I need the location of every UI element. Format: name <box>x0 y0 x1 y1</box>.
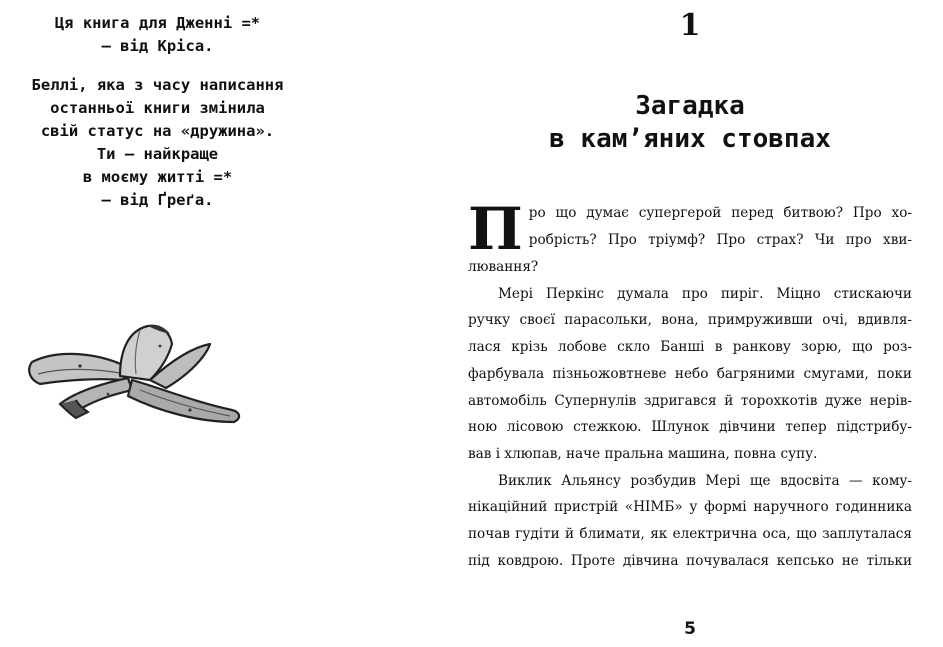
text-line: робрість? Про тріумф? Про страх? Чи про хви- <box>528 231 912 248</box>
text-line: Мері Перкінс думала про пиріг. Міцно стискаючи <box>498 285 912 302</box>
dedication-line: в моєму житті =* <box>82 168 233 186</box>
text-line: фарбувала пізньожовтневе небо багряними смугами, поки <box>468 365 912 382</box>
text-line: лювання? <box>468 259 539 275</box>
text-line: ручку своєї парасольки, вона, примруживши очі, вдивля- <box>468 312 912 329</box>
dedication-line: Беллі, яка з часу написання <box>31 76 284 94</box>
text-line: ною лісовою стежкою. Шлунок дівчини тепер підстрибу- <box>468 419 912 436</box>
dedication-chris <box>0 12 315 58</box>
text-line: лася крізь лобове скло Банші в ранкову зорю, що роз- <box>468 339 912 356</box>
paragraph-2 <box>468 281 912 468</box>
chapter-body <box>468 195 912 574</box>
dedication-greg <box>0 74 315 212</box>
text-line: нікаційний пристрій «НІМБ» у формі наручного годинника <box>468 499 912 516</box>
text-line: під ковдрою. Проте дівчина почувалася кепсько не тільки <box>468 552 912 569</box>
text-line: автомобіль Супернулів здригався й торохкотів дуже нерів- <box>468 392 912 409</box>
banana-peel-icon <box>20 318 245 428</box>
dedication-line: — від Кріса. <box>101 37 214 55</box>
text-line: вав і хлюпав, наче пральна машина, повна супу. <box>468 445 818 462</box>
text-line: ро що думає супергерой перед битвою? Про хо- <box>528 205 912 221</box>
text-line: почав гудіти й блимати, як електрична оса, що заплуталася <box>468 526 912 543</box>
chapter-title <box>470 90 910 156</box>
drop-cap-lines <box>529 200 912 253</box>
paragraph-1 <box>468 195 912 281</box>
chapter-title-line: в кам’яних стовпах <box>549 124 831 154</box>
dedication-line: свій статус на «дружина». <box>40 122 275 140</box>
paragraph-3 <box>468 468 912 575</box>
drop-cap: П <box>468 195 523 263</box>
dedication-line: Ти — найкраще <box>96 145 219 163</box>
dedication-line: Ця книга для Дженні =* <box>54 14 261 32</box>
dedication-line: останньої книги змінила <box>50 99 265 117</box>
dedication-line: — від Ґреґа. <box>101 191 214 209</box>
page-number: 5 <box>684 619 696 639</box>
text-line: Виклик Альянсу розбудив Мері ще вдосвіта — кому- <box>498 472 912 489</box>
chapter-title-line: Загадка <box>635 91 745 121</box>
chapter-number: 1 <box>679 8 701 43</box>
dedication <box>0 12 315 228</box>
